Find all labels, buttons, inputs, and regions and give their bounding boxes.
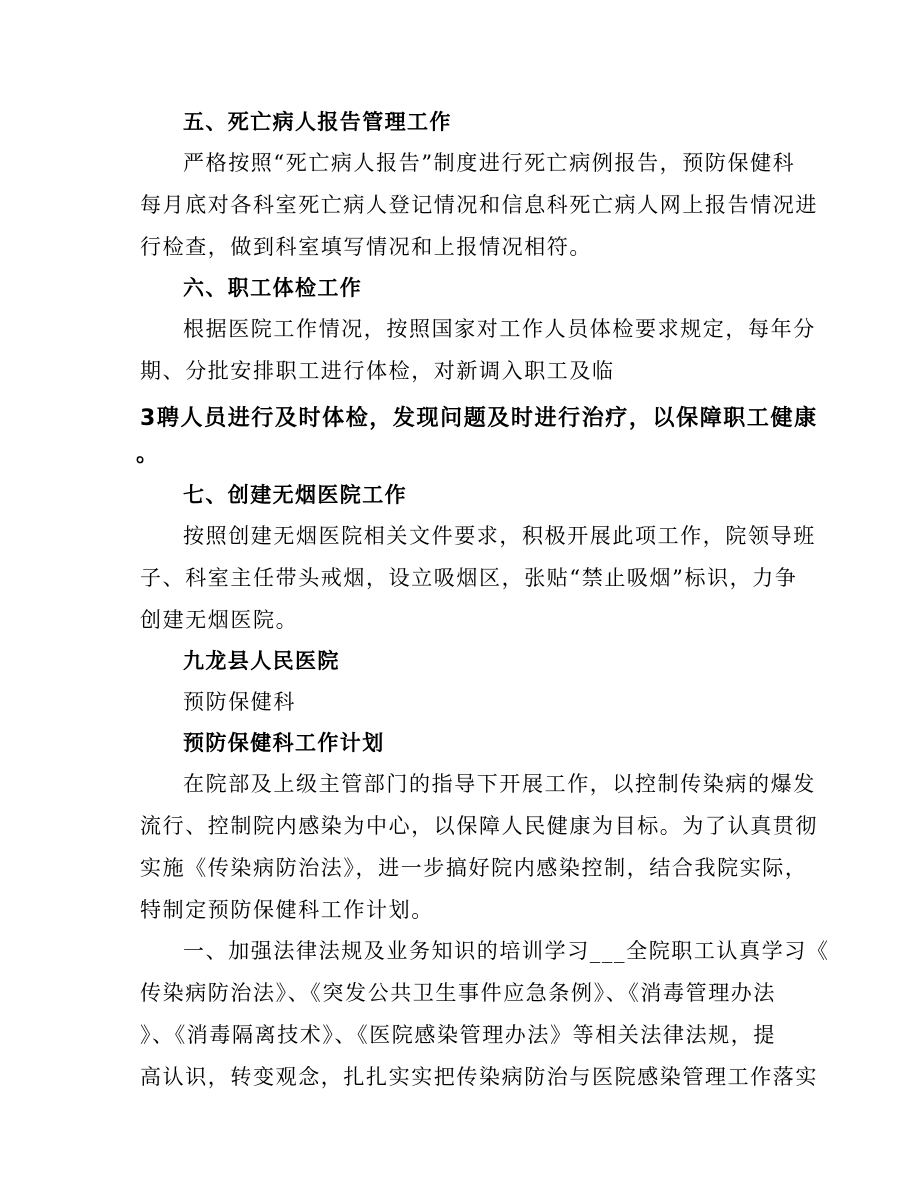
section-heading-5: 五、死亡病人报告管理工作 [183, 110, 452, 134]
plan-intro-line-4: 特制定预防保健科工作计划。 [140, 898, 434, 922]
section7-line-1: 按照创建无烟医院相关文件要求，积极开展此项工作，院领导班 [183, 524, 816, 548]
plan-item1-line-1: 一、加强法律法规及业务知识的培训学习___全院职工认真学习《 [183, 939, 830, 963]
section7-line-3: 创建无烟医院。 [140, 608, 299, 632]
section6-line-2: 期、分批安排职工进行体检，对新调入职工及临 [140, 359, 615, 383]
signature-dept: 预防保健科 [183, 690, 296, 714]
section6-bold-line: 3聘人员进行及时体检，发现问题及时进行治疗，以保障职工健康 [140, 406, 818, 431]
plan-item1-line-3: 》、《消毒隔离技术》、《医院感染管理办法》等相关法律法规，提 [140, 1023, 776, 1047]
section5-line-2: 每月底对各科室死亡病人登记情况和信息科死亡病人网上报告情况进 [140, 193, 818, 217]
section6-bold-tail: 。 [136, 442, 160, 467]
section7-line-2: 子、科室主任带头戒烟，设立吸烟区，张贴“禁止吸烟”标识，力争 [140, 566, 798, 590]
plan-intro-line-2: 流行、控制院内感染为中心，以保障人民健康为目标。为了认真贯彻 [140, 814, 818, 838]
plan-intro-line-3: 实施《传染病防治法》，进一步搞好院内感染控制，结合我院实际， [140, 856, 808, 880]
plan-intro-line-1: 在院部及上级主管部门的指导下开展工作，以控制传染病的爆发 [183, 772, 816, 796]
section-heading-7: 七、创建无烟医院工作 [183, 483, 407, 507]
section5-line-1: 严格按照“死亡病人报告”制度进行死亡病例报告，预防保健科 [183, 151, 796, 175]
section5-line-3: 行检查，做到科室填写情况和上报情况相符。 [140, 235, 592, 259]
plan-item1-line-4: 高认识，转变观念，扎扎实实把传染病防治与医院感染管理工作落实 [140, 1065, 818, 1089]
section-heading-6: 六、职工体检工作 [183, 276, 363, 300]
section6-line-1: 根据医院工作情况，按照国家对工作人员体检要求规定，每年分 [183, 317, 816, 341]
plan-title: 预防保健科工作计划 [183, 731, 385, 755]
signature-org: 九龙县人民医院 [183, 649, 340, 673]
plan-item1-line-2: 传染病防治法》、《突发公共卫生事件应急条例》、《消毒管理办法 [140, 981, 776, 1005]
